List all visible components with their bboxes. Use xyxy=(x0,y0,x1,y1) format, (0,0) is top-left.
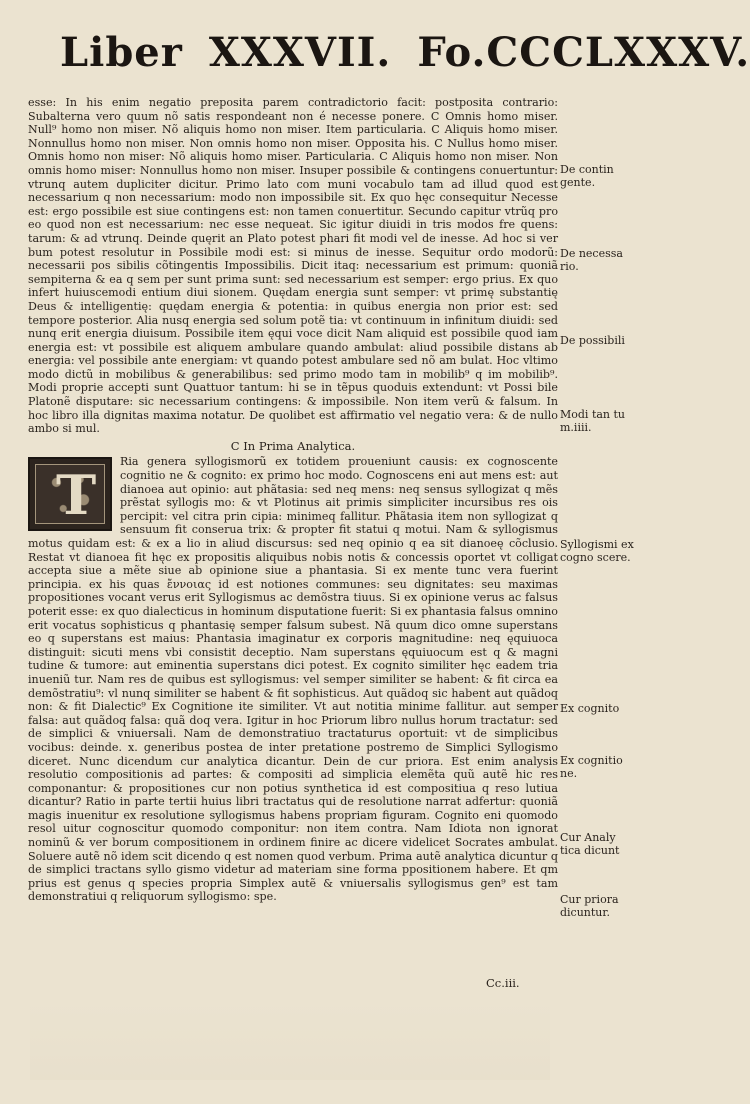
margin-note-cur-priora: Cur priora dicuntur. xyxy=(560,893,619,919)
header-book-number: XXXVII. xyxy=(208,28,392,76)
margin-note-necessario: De necessa rio. xyxy=(560,247,623,273)
signature-mark: Cc.iii. xyxy=(486,976,520,990)
margin-note-ex-cognito: Ex cognito xyxy=(560,702,620,715)
running-header xyxy=(60,24,750,80)
header-liber: Liber xyxy=(60,28,183,76)
paragraph-prior-analytics: Ria genera syllogismorũ ex totidem proueniunt causis: ex cognoscente cognitio ne & cognito: ex primo hoc modo. Cognoscens eni aut mens est: aut dianoea aut opinio: aut phãtasia: sed neq mens: neq sensus syllogizat q mẽs prẽstat syllogis mo: & vt Plotinus ait primis simpliciter incursibus res ois percipit: vel citra prin cipia: minimeq fallitur. Phãtasia item non syllogizat q sensuum fit conserua trix: & propter fit statui q motui. Nam & syllogismus motus quidam est: & ex a lio in aliud discursus: sed neq opinio q ea sit dianoeę cõclusio. Restat vt dianoea fit hęc ex propositis aliquibus nobis notis & concessis oportet vt colligat accepta siue a mẽte siue ab opinione siue a phantasia. Si ex mente tunc vera fuerint principia. ex his quas ἔννοιας id est notiones communes: seu dignitates: seu maximas propositiones vocant verus erit Syllogismus ac demõstra tiuus. Si ex opinione verus ac falsus poterit esse: ex quo dialecticus in hominum disputatione fuerit: Si ex phantasia falsus omnino erit vocatus sophisticus q phantasię semper falsum subest. Nã quum dico omne superstans eo q superstans est maius: Phantasia imaginatur ex corporis magnitudine: neq ęquiuoca distinguit: sicuti mens vbi consistit deceptio. Nam superstans ęquiuocum est q & magni tudine & tumore: aut eminentia superstans dici potest. Ex cognito similiter hęc eadem tria inueniũ tur. Nam res de quibus est syllogismus: vel semper similiter se habent: & fit circa ea demõstratiu⁹: vl nunq similiter se habent & fit sophisticus. Aut quãdoq sic habent aut quãdoq non: & fit Dialectic⁹ Ex Cognitione ite similiter. Vt aut notitia minime fallitur. aut semper falsa: aut quãdoq falsa: quã doq vera. Igitur in hoc Priorum libro nullus horum tractatur: sed de simplici & vniuersali. Nam de demonstratiuo tractaturus oportuit: vt de simplicibus vocibus: deinde. x. generibus postea de inter pretatione postremo de Simplici Syllogismo diceret. Nunc dicendum cur analytica dicantur. Dein de cur priora. Est enim analysis resolutio compositionis ad partes: & compositi ad simplicia elemẽta quũ autẽ hic res componantur: & propositiones cur non potius synthetica id est compositiua q reso lutiua dicantur? Ratio in parte tertii huius libri tractatus qui de resolutione narrat adfertur: quoniã magis inuenitur ex resolutione syllogismus habens propriam figuram. Cognito eni quomodo resol uitur cognoscitur quomodo componitur: non item contra. Nam Idiota non ignorat nominũ & ver borum compositionem in ordinem finire ac dicere videlicet Socrates ambulat. Soluere autẽ nõ idem scit dicendo q est nomen quod verbum. Prima autẽ analytica dicuntur q de simplici tractans syllo gismo videtur ad materiam sine forma ppositionem habere. Et qm prius est genus q species propria Simplex autẽ & vniuersalis syllogismus gen⁹ est tam demonstratiui q reliquorum syllogismo: spe. xyxy=(28,455,558,904)
page-bleed-through xyxy=(30,1000,550,1080)
margin-note-modi: Modi tan tu m.iiii. xyxy=(560,408,626,434)
decorated-initial xyxy=(28,457,112,531)
margin-note-ex-cognitione: Ex cognitio ne. xyxy=(560,754,623,780)
section-heading: C In Prima Analytica. xyxy=(230,438,356,453)
margin-note-contingente: De contin gente. xyxy=(560,163,614,189)
margin-note-cur-analytica: Cur Analy tica dicunt xyxy=(560,831,620,857)
margin-note-syllogismi: Syllogismi ex cogno scere. xyxy=(560,538,634,564)
header-folio: Fo.CCCLXXXV. xyxy=(417,28,750,76)
paragraph-modal-propositions: esse: In his enim negatio preposita parem contradictorio facit: postposita contrario: Subalterna vero quum nõ satis respondeant non é necesse ponere. C Omnis homo miser. Null⁹ homo non miser. Nõ aliquis homo non miser. Item particularia. C Aliquis homo miser. Nonnullus homo non miser. Non omnis homo non miser. Opposita his. C Nullus homo miser. Omnis homo non miser: Nõ aliquis homo miser. Particularia. C Aliquis homo non miser. Non omnis homo miser: Nonnullus homo non miser. Insuper possibile & contingens conuertuntur: vtrunq autem dupliciter dicitur. Primo lato com muni vocabulo tam ad illud quod est necessarium q non necessarium: modo non impossibile sit. Ex quo hęc consequitur Necesse est: ergo possibile est siue contingens est: non tamen conuertitur. Secundo capitur vtrũq pro eo quod non est necessarium: nec esse nequeat. Sic igitur diuidi in tris modos fre quens: tarum: & ad vtrunq. Deinde quęrit an Plato potest phari fit modi vel de inesse. Ad hoc si ver bum potest resolutur in Possibile modi est: si minus de inesse. Sequitur ordo modorũ: necessarii pos sibilis cõtingentis Impossibilis. Dicit itaq: necessarium est primum: quoniã sempiterna & ea q sem per sunt prima sunt: sed necessarium est semper: ergo prius. Ex quo infert huiuscemodi entium diui sionem. Quędam energia sunt semper: vt primę substantię Deus & intelligentię: quędam energia & potentia: in quibus energia non prior est: sed tempore posterior. Alia nusq energia sed solum potẽ tia: vt continuum in infinitum diuidi: sed nunq erit energia diuisum. Possibile item ęqui voce dicit Nam aliquid est possibile quod iam energia est: vt possibile est aliquem ambulare quando ambulat: aliud possibile distans ab energia: vel possibile ante energiam: vt quando potest ambulare sed nõ am bulat. Hoc vltimo modo dictũ in mobilibus & generabilibus: sed primo modo tam in mobilib⁹ q im mobilib⁹. Modi proprie accepti sunt Quattuor tantum: hi se in tẽpus quoduis extendunt: vt Possi bile Platonẽ disputare: sic necessarium contingens: & impossibile. Non item verũ & falsum. In hoc libro illa dignitas maxima notatur. De quolibet est affirmatio vel negatio vera: & de nullo ambo si mul. xyxy=(28,96,558,436)
main-text-column xyxy=(28,96,558,904)
margin-note-possibili: De possibili xyxy=(560,334,625,347)
initial-letter: T xyxy=(56,463,97,528)
